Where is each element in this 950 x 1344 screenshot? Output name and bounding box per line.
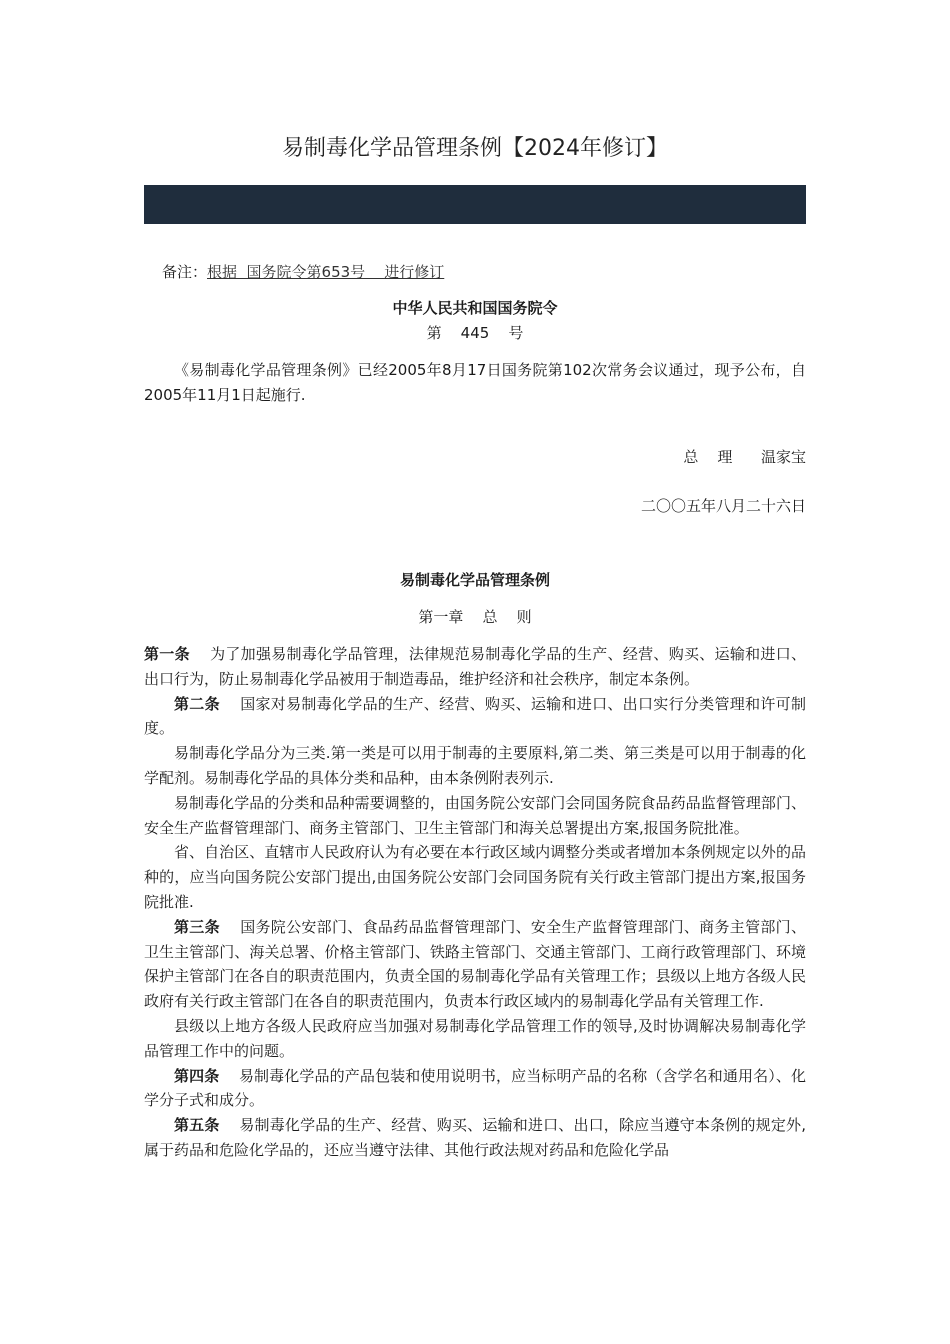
paragraph-text: 易制毒化学品的分类和品种需要调整的，由国务院公安部门会同国务院食品药品监督管理部门、安全生产监督管理部门、商务主管部门、卫生主管部门和海关总署提出方案,报国务院批准。 — [144, 793, 806, 837]
article-text: 国务院公安部门、食品药品监督管理部门、安全生产监督管理部门、商务主管部门、卫生主管部门、海关总署、价格主管部门、铁路主管部门、交通主管部门、工商行政管理部门、环境保护主管部门在各自的职责范围内，负责全国的易制毒化学品有关管理工作；县级以上地方各级人民政府有关行政主管部门在各自的职责范围内，负责本行政区域内的易制毒化学品有关管理工作. — [144, 917, 806, 1011]
paragraph — [144, 791, 806, 841]
paragraph-text: 县级以上地方各级人民政府应当加强对易制毒化学品管理工作的领导,及时协调解决易制毒化学品管理工作中的问题。 — [144, 1016, 806, 1060]
decree-date: 二〇〇五年八月二十六日 — [640, 497, 806, 515]
decree-issuer: 中华人民共和国国务院令 — [392, 299, 558, 317]
page-title: 易制毒化学品管理条例【2024年修订】 — [282, 136, 668, 161]
article-4 — [144, 1064, 806, 1114]
article-3 — [144, 915, 806, 1014]
remark-line — [162, 260, 444, 284]
article-label: 第一条 — [144, 645, 190, 663]
regulation-title: 易制毒化学品管理条例 — [399, 571, 550, 589]
article-text: 易制毒化学品的产品包装和使用说明书，应当标明产品的名称（含学名和通用名）、化学分子式和成分。 — [144, 1066, 806, 1110]
decree-text: 《易制毒化学品管理条例》已经2005年8月17日国务院第102次常务会议通过，现予公布，自2005年11月1日起施行. — [144, 361, 806, 404]
article-5 — [144, 1113, 806, 1163]
article-label: 第四条 — [174, 1066, 220, 1085]
remark-prefix: 备注： — [162, 263, 208, 281]
amendment-link[interactable]: 根据 国务院令第653号 进行修订 — [207, 263, 445, 281]
decree-signature: 总 理 温家宝 — [683, 448, 806, 466]
paragraph-text: 易制毒化学品分为三类.第一类是可以用于制毒的主要原料,第二类、第三类是可以用于制毒的化学配剂。易制毒化学品的具体分类和品种，由本条例附表列示. — [144, 744, 806, 787]
article-2 — [144, 692, 806, 742]
article-label: 第三条 — [174, 917, 220, 936]
decree-number: 第 445 号 — [426, 324, 524, 342]
title-banner-bar — [144, 185, 806, 224]
article-text: 国家对易制毒化学品的生产、经营、购买、运输和进口、出口实行分类管理和许可制度。 — [144, 694, 806, 738]
articles-block — [144, 642, 806, 1163]
article-text: 为了加强易制毒化学品管理，法律规范易制毒化学品的生产、经营、购买、运输和进口、出口行为，防止易制毒化学品被用于制造毒品，维护经济和社会秩序，制定本条例。 — [144, 645, 806, 688]
paragraph-text: 省、自治区、直辖市人民政府认为有必要在本行政区域内调整分类或者增加本条例规定以外的品种的，应当向国务院公安部门提出,由国务院公安部门会同国务院有关行政主管部门提出方案,报国务院批准. — [144, 843, 806, 911]
article-label: 第五条 — [174, 1116, 220, 1135]
chapter-heading: 第一章 总 则 — [418, 608, 532, 626]
paragraph — [144, 1014, 806, 1064]
paragraph — [144, 741, 806, 791]
paragraph — [144, 840, 806, 914]
decree-text-block — [144, 358, 806, 408]
article-label: 第二条 — [174, 694, 220, 713]
article-text: 易制毒化学品的生产、经营、购买、运输和进口、出口，除应当遵守本条例的规定外,属于药品和危险化学品的，还应当遵守法律、其他行政法规对药品和危险化学品 — [144, 1116, 806, 1159]
article-1 — [144, 642, 806, 692]
